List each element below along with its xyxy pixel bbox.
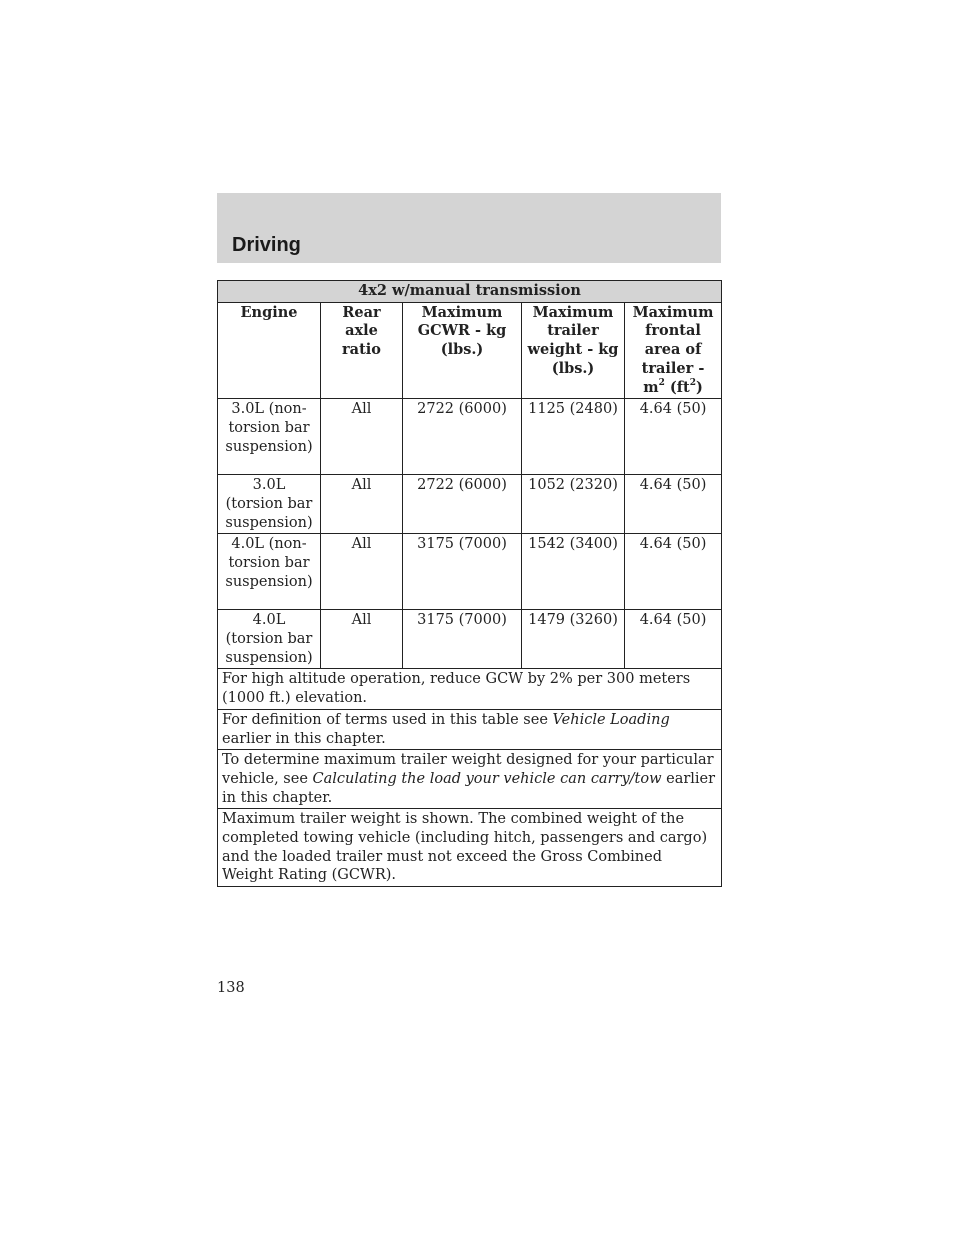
gcwr-cell: 2722 (6000) — [403, 399, 522, 475]
ratio-cell: All — [321, 475, 403, 534]
note-definition — [218, 709, 722, 749]
page-number: 138 — [217, 980, 245, 996]
note-text: For definition of terms used in this table see — [222, 711, 553, 728]
note-text: To determine maximum trailer weight designed for your particular vehicle, see — [222, 752, 714, 787]
note-row — [218, 750, 722, 809]
ratio-cell: All — [321, 399, 403, 475]
frontal-area-cell: 4.64 (50) — [625, 610, 722, 669]
cross-reference: Calculating the load your vehicle can carry/tow — [312, 770, 662, 787]
frontal-area-close: ) — [695, 378, 703, 396]
note-row — [218, 669, 722, 709]
towing-capacity-table — [217, 280, 722, 887]
note-determine — [218, 750, 722, 809]
column-header-rear-axle-ratio: Rear axle ratio — [321, 302, 403, 399]
frontal-area-cell: 4.64 (50) — [625, 534, 722, 610]
table-row — [218, 399, 722, 475]
gcwr-cell: 3175 (7000) — [403, 610, 522, 669]
note-row — [218, 809, 722, 887]
frontal-area-cell: 4.64 (50) — [625, 475, 722, 534]
column-header-max-frontal-area — [625, 302, 722, 399]
engine-cell: 3.0L (torsion bar suspension) — [218, 475, 321, 534]
column-header-engine: Engine — [218, 302, 321, 399]
trailer-weight-cell: 1542 (3400) — [522, 534, 625, 610]
column-header-max-gcwr: Maximum GCWR - kg (lbs.) — [403, 302, 522, 399]
gcwr-cell: 3175 (7000) — [403, 534, 522, 610]
trailer-weight-cell: 1125 (2480) — [522, 399, 625, 475]
section-title: Driving — [232, 234, 301, 256]
section-header-band — [217, 193, 721, 263]
note-row — [218, 709, 722, 749]
table-row — [218, 534, 722, 610]
column-header-max-trailer-weight: Maximum trailer weight - kg (lbs.) — [522, 302, 625, 399]
note-altitude: For high altitude operation, reduce GCW by 2% per 300 meters (1000 ft.) elevation. — [218, 669, 722, 709]
note-text: earlier in this chapter. — [222, 730, 386, 747]
engine-cell: 4.0L (non-torsion bar suspension) — [218, 534, 321, 610]
ratio-cell: All — [321, 610, 403, 669]
table-caption: 4x2 w/manual transmission — [218, 281, 722, 303]
ratio-cell: All — [321, 534, 403, 610]
note-text: earlier in this chapter. — [222, 770, 716, 806]
engine-cell: 4.0L (torsion bar suspension) — [218, 610, 321, 669]
cross-reference: Vehicle Loading — [552, 711, 670, 728]
frontal-area-cell: 4.64 (50) — [625, 399, 722, 475]
engine-cell: 3.0L (non-torsion bar suspension) — [218, 399, 321, 475]
trailer-weight-cell: 1052 (2320) — [522, 475, 625, 534]
table-row — [218, 475, 722, 534]
frontal-area-label: Maximum frontal area of trailer - m — [632, 303, 714, 396]
frontal-area-unit: (ft — [669, 378, 690, 396]
trailer-weight-cell: 1479 (3260) — [522, 610, 625, 669]
gcwr-cell: 2722 (6000) — [403, 475, 522, 534]
note-combined-weight: Maximum trailer weight is shown. The combined weight of the completed towing vehicle (including hitch, passengers and cargo) and the loaded trailer must not exceed the Gross Combined Weight Rating (GCWR). — [218, 809, 722, 887]
superscript: 2 — [658, 377, 665, 388]
superscript: 2 — [689, 377, 696, 388]
table-row — [218, 610, 722, 669]
